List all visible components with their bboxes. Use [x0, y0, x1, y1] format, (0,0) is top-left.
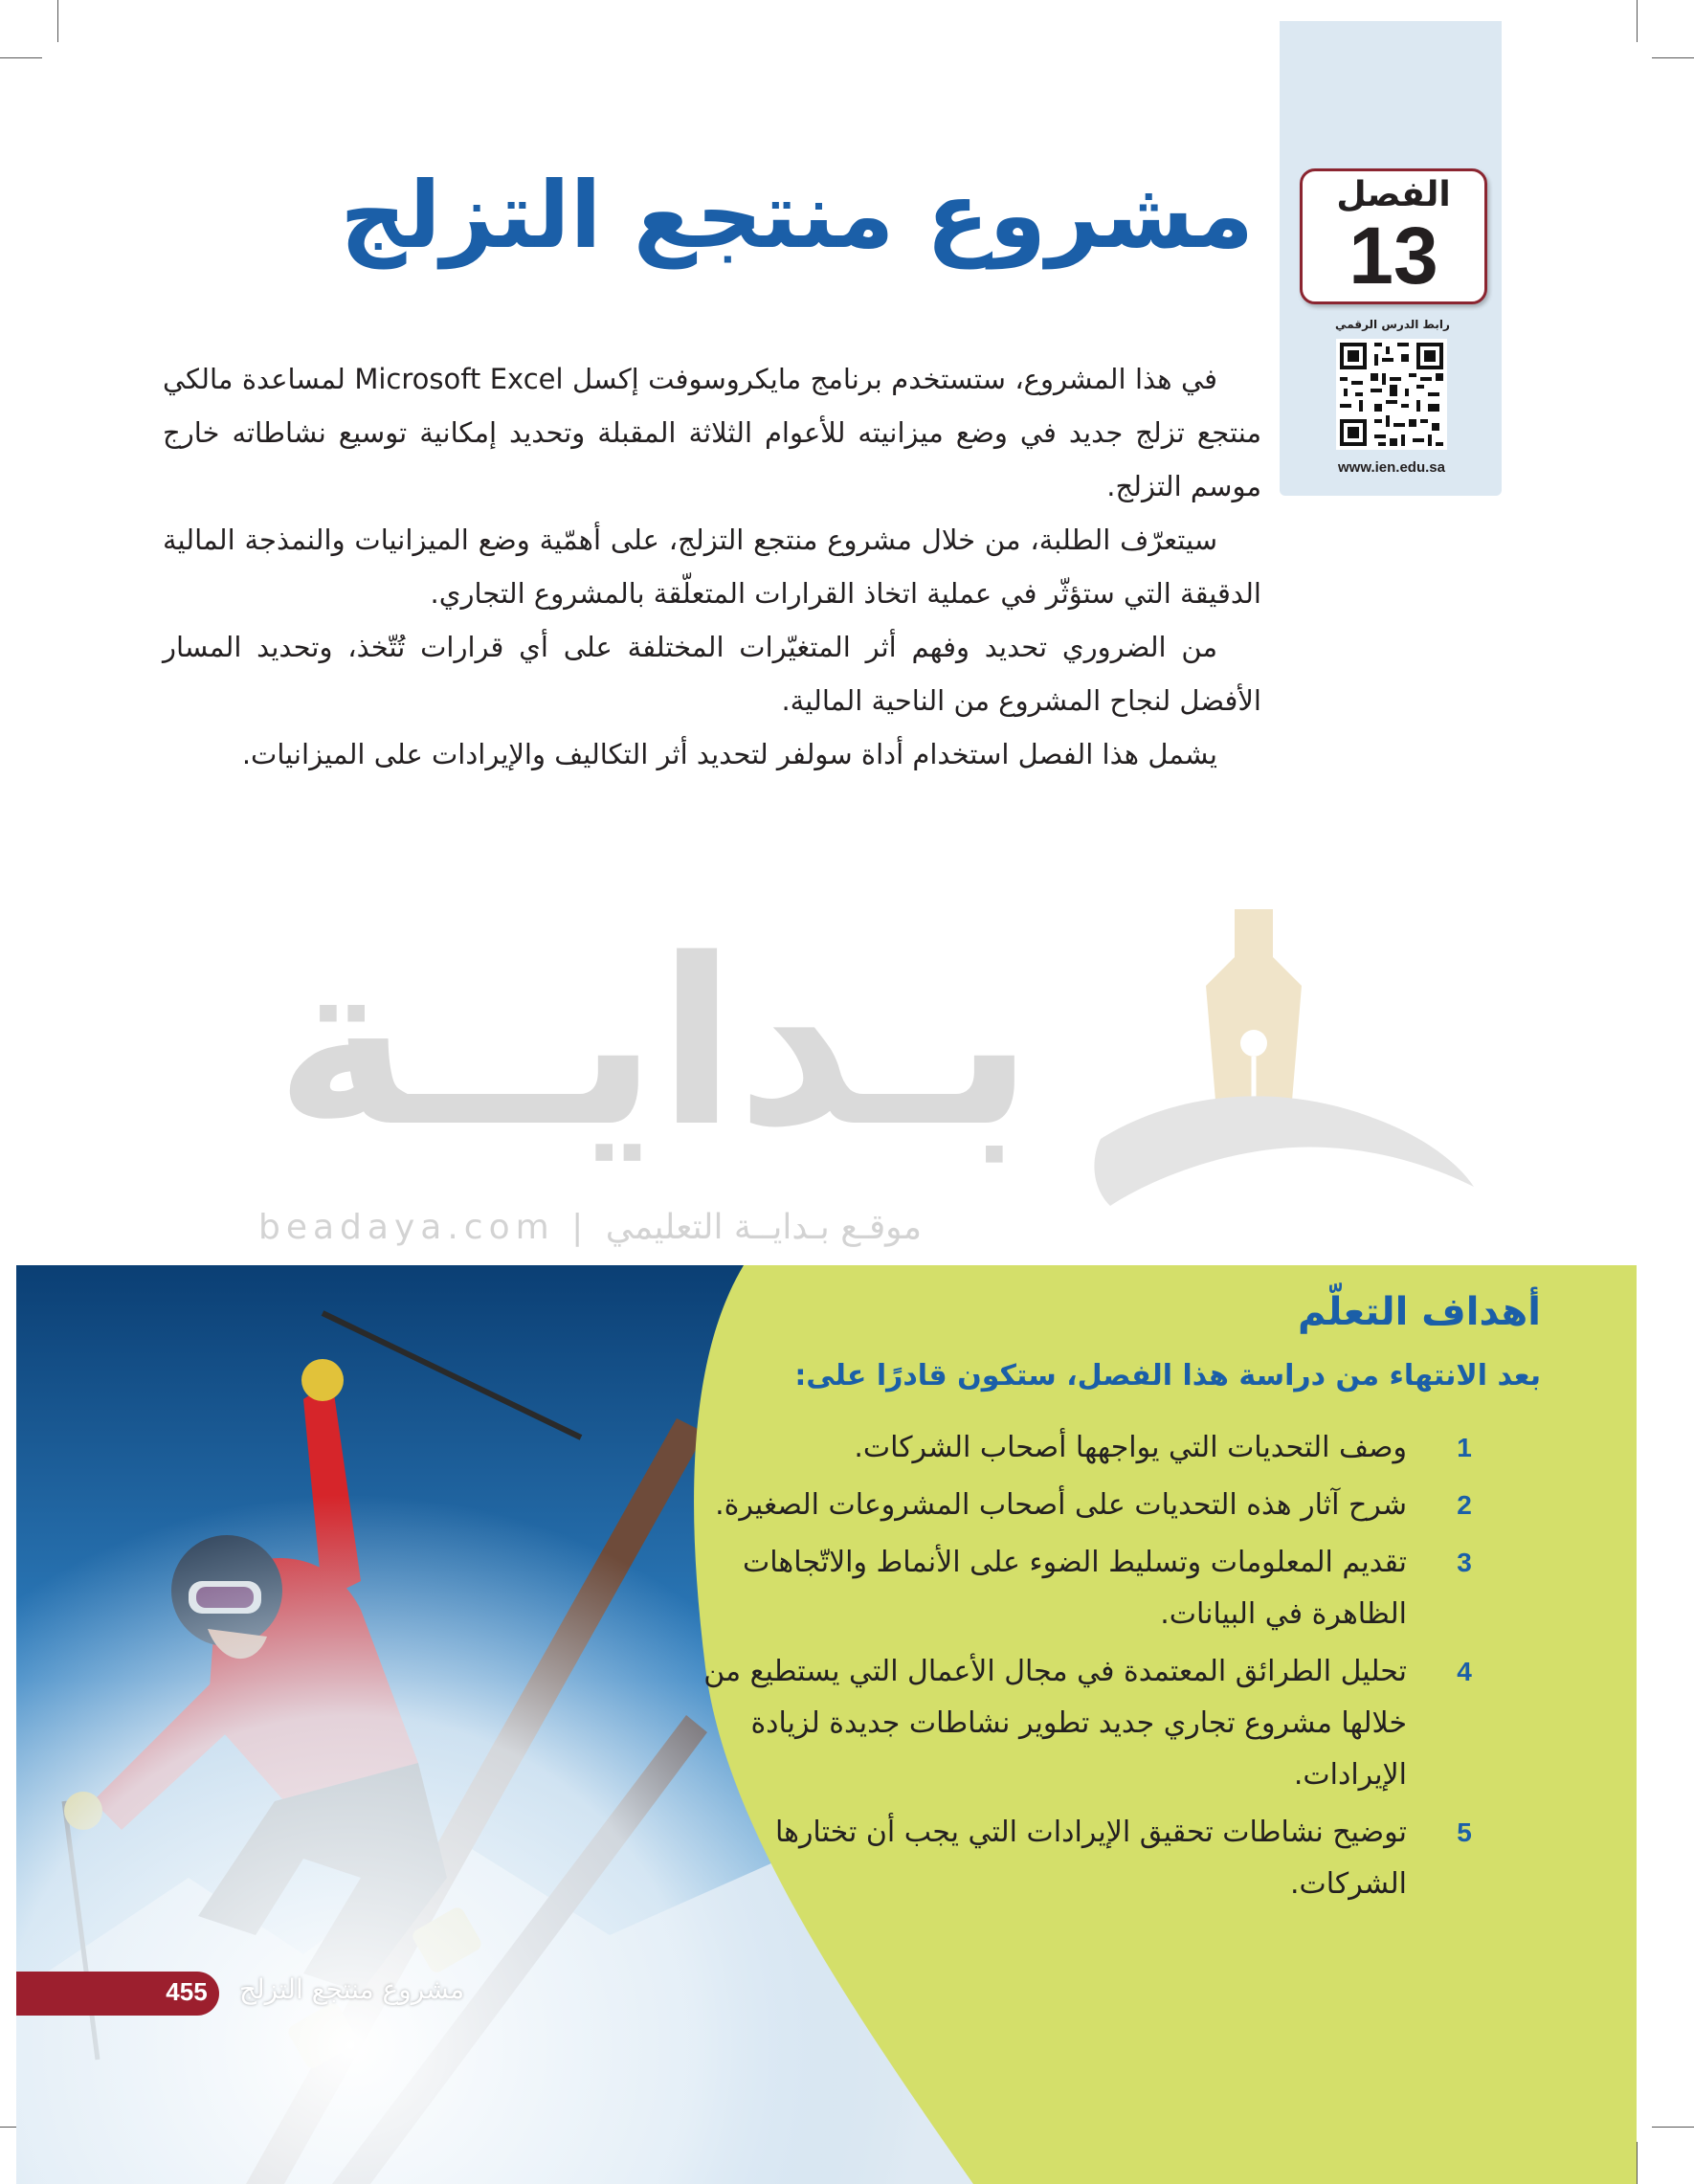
goal-text: شرح آثار هذه التحديات على أصحاب المشروعات الصغيرة.: [715, 1488, 1407, 1522]
qr-caption: رابط الدرس الرقمي: [1335, 318, 1450, 331]
goal-text: وصف التحديات التي يواجهها أصحاب الشركات.: [854, 1431, 1407, 1464]
chapter-badge: [1300, 168, 1487, 304]
goal-number: 5: [1457, 1817, 1472, 1847]
qr-url-link[interactable]: www.ien.edu.sa: [1338, 459, 1445, 476]
list-item: [670, 1422, 1483, 1474]
crop-mark: [1652, 2127, 1694, 2128]
list-item: [670, 1646, 1483, 1801]
list-item: [670, 1807, 1483, 1910]
crop-mark: [0, 57, 42, 58]
intro-paragraph: يشمل هذا الفصل استخدام أداة سولفر لتحديد أثر التكاليف والإيرادات على الميزانيات.: [241, 738, 1217, 770]
goal-text: تقديم المعلومات وتسليط الضوء على الأنماط والاتّجاهات الظاهرة في البيانات.: [743, 1546, 1407, 1631]
crop-mark: [1652, 57, 1694, 58]
intro-text: [163, 352, 1261, 781]
crop-mark: [1637, 2142, 1638, 2184]
page-number: 455: [166, 1977, 208, 2006]
chapter-number: 13: [1349, 211, 1438, 301]
intro-paragraph: سيتعرّف الطلبة، من خلال مشروع منتجع التزلج، على أهمّية وضع الميزانيات والنمذجة المالية الدقيقة التي ستؤثّر في عملية اتخاذ القرارات المتعلّقة بالمشروع التجاري.: [163, 524, 1261, 610]
goal-number: 3: [1457, 1548, 1472, 1577]
goal-number: 1: [1457, 1433, 1472, 1462]
pen-nib-icon: [1091, 900, 1483, 1215]
page-title: مشروع منتجع التزلج: [340, 162, 1254, 269]
footer-title: مشروع منتجع التزلج: [239, 1973, 465, 2005]
crop-mark: [57, 0, 58, 42]
goals-title: أهداف التعلّم: [1298, 1290, 1541, 1334]
watermark-logo-text: بـدايــة: [275, 909, 1034, 1177]
goal-number: 2: [1457, 1490, 1472, 1520]
list-item: [670, 1537, 1483, 1640]
list-item: [670, 1480, 1483, 1531]
qr-code-icon[interactable]: [1336, 339, 1447, 450]
goals-list: [670, 1422, 1483, 1916]
intro-paragraph: من الضروري تحديد وفهم أثر المتغيّرات المختلفة على أي قرارات تُتّخذ، وتحديد المسار الأفضل لنجاح المشروع من الناحية المالية.: [163, 631, 1261, 717]
goal-text: تحليل الطرائق المعتمدة في مجال الأعمال التي يستطيع من خلالها مشروع تجاري جديد تطوير نشاطات جديدة لزيادة الإيرادات.: [703, 1655, 1407, 1792]
crop-mark: [1637, 0, 1638, 42]
chapter-label: الفصل: [1336, 175, 1451, 214]
intro-paragraph: في هذا المشروع، ستستخدم برنامج مايكروسوفت إكسل Microsoft Excel لمساعدة مالكي منتجع تزلج جديد في وضع ميزانيته للأعوام الثلاثة المقبلة وتحديد إمكانية توسيع نشاطاته خارج موسم التزلج.: [163, 363, 1261, 502]
goal-text: توضيح نشاطات تحقيق الإيرادات التي يجب أن تختارها الشركات.: [774, 1816, 1407, 1901]
watermark-caption: beadaya.com | موقـع بـدايــة التعليمي: [258, 1208, 923, 1247]
goals-intro: بعد الانتهاء من دراسة هذا الفصل، ستكون قادرًا على:: [794, 1359, 1541, 1393]
watermark: [220, 900, 1483, 1247]
goal-number: 4: [1457, 1657, 1472, 1686]
